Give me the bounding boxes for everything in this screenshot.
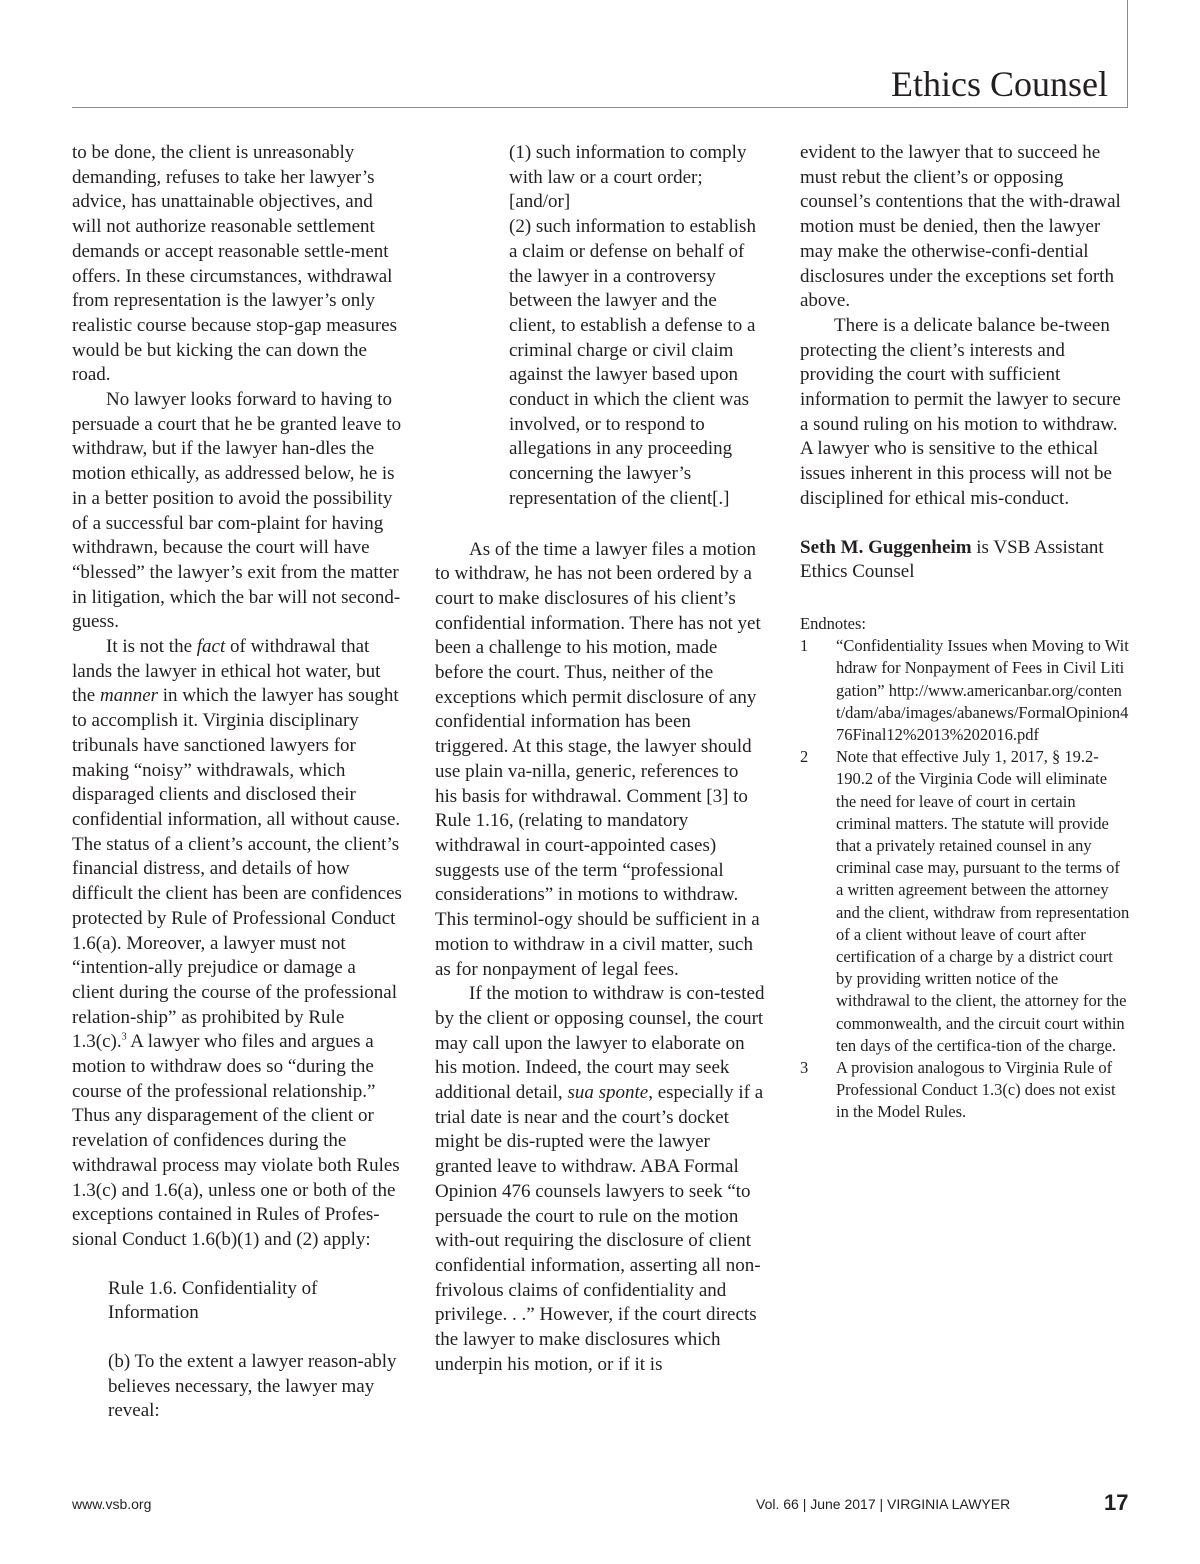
paragraph: There is a delicate balance be-tween protecting the client’s interests and providing the court with sufficient information to permit the lawyer to secure a sound ruling on his motion to withdraw. A lawyer who is sensitive to the ethical issues inherent in this process will not be disciplined for ethical mis-conduct. — [800, 314, 1121, 509]
footer-website: www.vsb.org — [72, 1496, 152, 1512]
author-bio: Seth M. Guggenheim is VSB Assistant Ethics Counsel — [800, 536, 1104, 583]
endnote-text: Note that effective July 1, 2017, § 19.2-190.2 of the Virginia Code will eliminate the need for leave of court in certain criminal matters. The statute will provide that a privately retained counsel in any criminal case may, pursuant to the terms of a written agreement between the attorney and the client, withdraw from representation of a client without leave of court after certification of a charge by a district court by providing written notice of the withdrawal to the client, the attorney for the commonwealth, and the circuit court within ten days of the certifica-tion of the charge. — [836, 747, 1130, 1055]
paragraph: If the motion to withdraw is con-tested by the client or opposing counsel, the court may call upon the lawyer to elaborate on his motion. Indeed, the court may seek additional detail, sua sponte, especially if a trial date is near and the court’s docket might be dis-rupted were the lawyer granted leave to withdraw. ABA Formal Opinion 476 counsels lawyers to seek “to persuade the court to rule on the motion with-out requiring the disclosure of client confidential information, asserting all non-frivolous claims of confidentiality and privilege. . .” However, if the court directs the lawyer to make disclosures which underpin his motion, or if it is — [435, 983, 765, 1375]
paragraph: evident to the lawyer that to succeed he must rebut the client’s or opposing counsel’s contentions that the with-drawal motion must be denied, then the lawyer may make the otherwise-confi-dential disclosures under the exceptions set forth above. — [800, 142, 1121, 312]
header-horizontal-rule — [72, 107, 1128, 108]
paragraph: No lawyer looks forward to having to persuade a court that he be granted leave to withdraw, but if the lawyer han-dles the motion ethically, as addressed below, he is in a better position to avoid the possibility of a successful bar com-plaint for having withdrawn, because the court will have “blessed” the lawyer’s exit from the matter in litigation, which the bar will not second-guess. — [72, 389, 402, 633]
endnote-number: 1 — [800, 636, 809, 656]
rule-quote-1: (1) such information to comply with law or a court order; [and/or] — [509, 142, 747, 213]
endnotes — [800, 613, 1130, 1124]
section-title: Ethics Counsel — [891, 64, 1108, 104]
header-vertical-rule — [1127, 0, 1128, 108]
page-number: 17 — [1104, 1490, 1129, 1515]
endnote-2 — [800, 746, 1130, 1057]
paragraph: It is not the fact of withdrawal that lands the lawyer in ethical hot water, but the manner in which the lawyer has sought to accomplish it. Virginia disciplinary tribunals have sanctioned lawyers for making “noisy” withdrawals, which disparaged clients and disclosed their confidential information, all without cause. The status of a client’s account, the client’s financial distress, and details of how difficult the client has been are confidences protected by Rule of Professional Conduct 1.6(a). Moreover, a lawyer must not “intention-ally prejudice or damage a client during the course of the professional relation-ship” as prohibited by Rule 1.3(c).$^3$ A lawyer who files and argues a motion to withdraw does so “during the course of the professional relationship.” Thus any disparagement of the client or revelation of confidences during the withdrawal process may violate both Rules 1.3(c) and 1.6(a), unless one or both of the exceptions contained in Rules of Profes-sional Conduct 1.6(b)(1) and (2) apply: — [72, 636, 402, 1250]
rule-quote-2: (2) such information to establish a claim or defense on behalf of the lawyer in a controversy between the lawyer and the client, to establish a defense to a criminal charge or civil claim against the lawyer based upon conduct in which the client was involved, or to respond to allegations in any proceeding concerning the lawyer’s representation of the client[.] — [509, 216, 756, 509]
rule-quote-title: Rule 1.6. Confidentiality of Information — [108, 1277, 318, 1324]
emphasis-manner: manner — [99, 685, 159, 707]
endnote-3 — [800, 1057, 1130, 1124]
endnote-number: 2 — [800, 747, 809, 767]
endnote-text: A provision analogous to Virginia Rule of Professional Conduct 1.3(c) does not exist in the Model Rules. — [836, 1058, 1116, 1122]
column-1 — [72, 141, 402, 1424]
paragraph: As of the time a lawyer files a motion to withdraw, he has not been ordered by a court to make disclosures of his client’s confidential information. There has not yet been a challenge to his motion, made before the court. Thus, neither of the exceptions which permit disclosure of any confidential information has been triggered. At this stage, the lawyer should use plain va-nilla, generic, references to his basis for withdrawal. Comment [3] to Rule 1.16, (relating to mandatory withdrawal in court-appointed cases) suggests use of the term “professional considerations” in motions to withdraw. This terminol-ogy should be sufficient in a motion to withdraw in a civil matter, such as for nonpayment of legal fees. — [435, 538, 761, 980]
endnotes-heading: Endnotes: — [800, 613, 866, 633]
author-name: Seth M. Guggenheim — [800, 536, 972, 558]
emphasis-sua-sponte: sua sponte — [567, 1082, 649, 1104]
column-3 — [800, 141, 1130, 1124]
footnote-ref-3: 3 — [121, 1031, 127, 1043]
column-2 — [435, 141, 765, 1377]
paragraph: to be done, the client is unreasonably demanding, refuses to take her lawyer’s advice, has unattainable objectives, and will not authorize reasonable settlement demands or accept reasonable settle-ment offers. In these circumstances, withdrawal from representation is the lawyer’s only realistic course because stop-gap measures would be but kicking the can down the road. — [72, 142, 397, 386]
endnote-number: 3 — [800, 1058, 809, 1078]
rule-quote-b: (b) To the extent a lawyer reason-ably believes necessary, the lawyer may reveal: — [108, 1351, 397, 1422]
emphasis-fact: fact — [196, 636, 226, 658]
endnote-text: “Confidentiality Issues when Moving to Withdraw for Nonpayment of Fees in Civil Litigation” http://www.americanbar.org/content/dam/aba/images/abanews/FormalOpinion476Final12%2013%202016.pdf — [836, 636, 1129, 744]
footer-issue: Vol. 66 | June 2017 | VIRGINIA LAWYER — [756, 1496, 1011, 1512]
endnote-1 — [800, 635, 1130, 746]
